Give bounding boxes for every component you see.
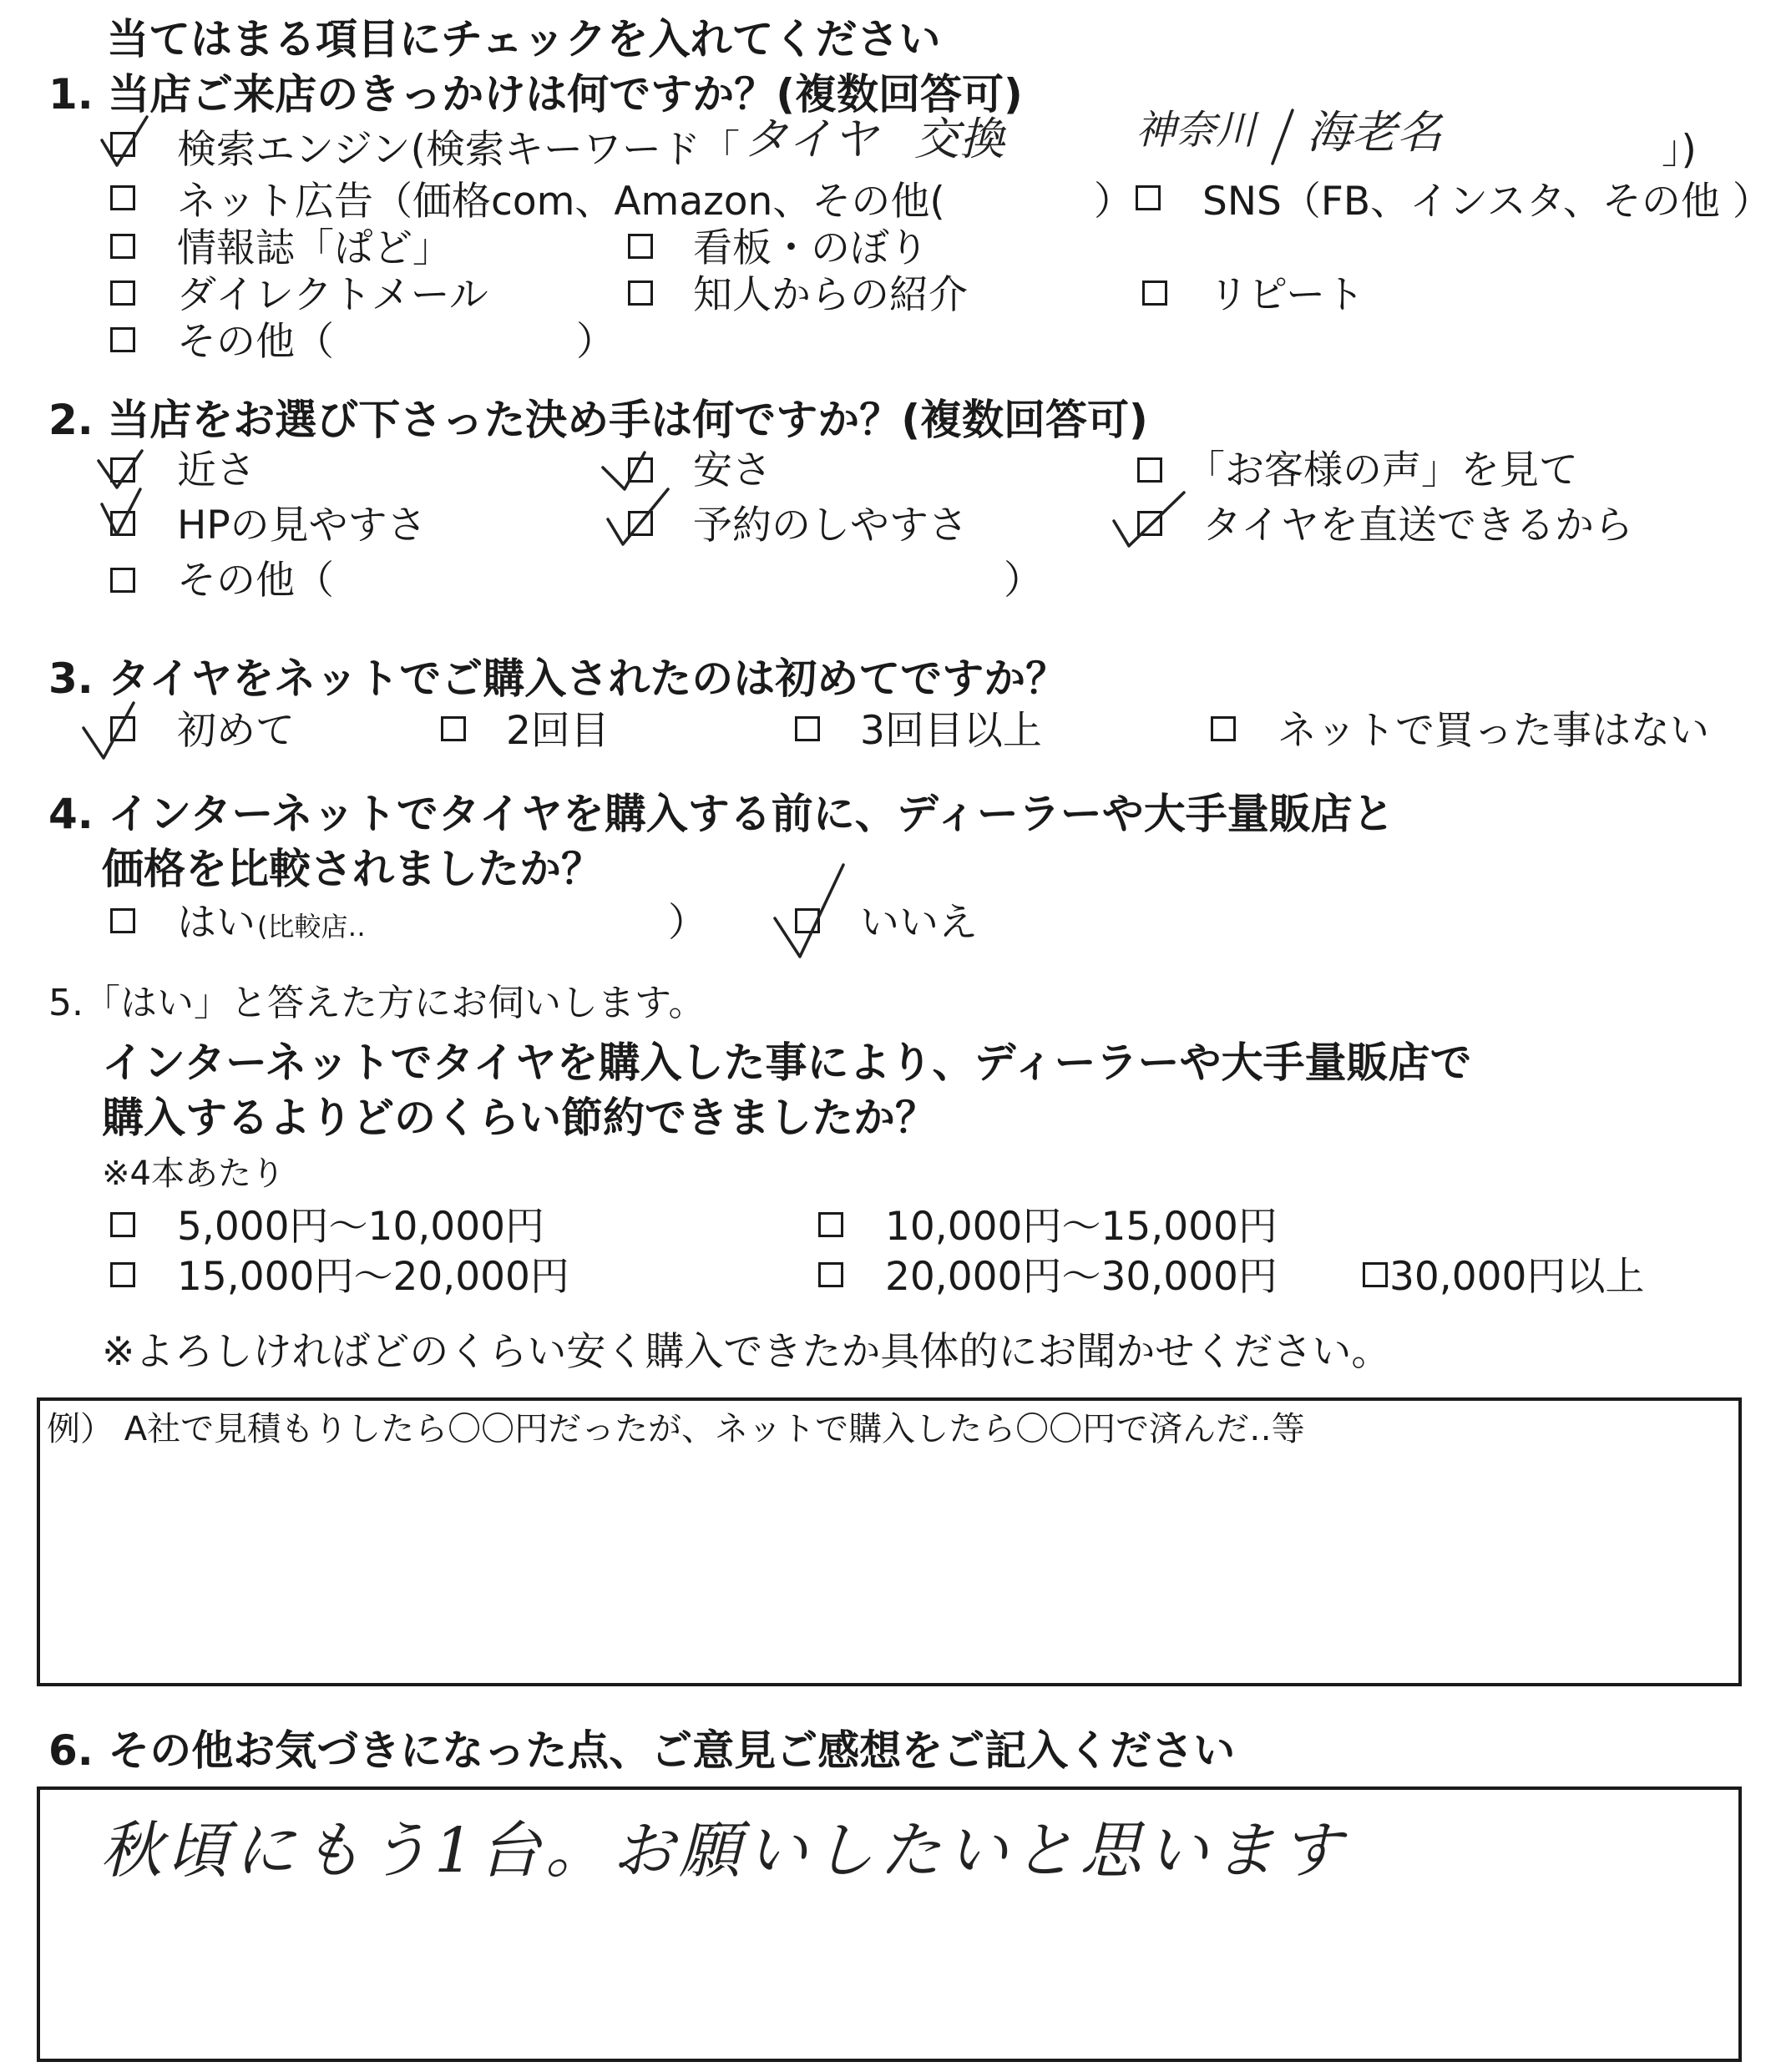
q1-net-ad-close: ）: [1094, 179, 1133, 225]
q1-checkbox-direct-mail[interactable]: [110, 280, 135, 306]
q4-checkbox-yes[interactable]: [110, 908, 135, 933]
q4-checkbox-no[interactable]: [795, 908, 820, 933]
q2-other-label: その他（: [177, 558, 334, 604]
q1-checkbox-referral[interactable]: [628, 280, 653, 306]
q3-checkbox-never[interactable]: [1211, 716, 1236, 741]
q2-direct-ship-label: タイヤを直送できるから: [1202, 503, 1634, 548]
q4-no-label: いいえ: [860, 900, 978, 946]
q3-third-label: 3回目以上: [860, 708, 1042, 754]
q5-range-5-label: 30,000円以上: [1389, 1254, 1645, 1300]
q1-repeat-label: リピート: [1209, 272, 1365, 318]
q5-range-2-label: 10,000円〜15,000円: [885, 1204, 1278, 1250]
q1-checkbox-signboard[interactable]: [628, 234, 653, 259]
q2-cheap-label: 安さ: [693, 447, 772, 493]
q1-checkbox-repeat[interactable]: [1142, 280, 1167, 306]
q1-other-label: その他（: [177, 319, 334, 365]
q4-heading-line2: 価格を比較されましたか？: [102, 845, 603, 893]
q6-heading: 6. その他お気づきになった点、ご意見ご感想をご記入ください: [48, 1726, 1236, 1775]
q5-checkbox-range-2[interactable]: [818, 1212, 843, 1237]
q6-handwritten-answer: 秋頃にもう1台。お願いしたいと思います: [100, 1815, 1348, 1887]
q2-voice-label: 「お客様の声」を見て: [1186, 447, 1578, 493]
q2-other-close: ）: [1004, 558, 1043, 604]
q5-detail-request: ※よろしければどのくらい安く購入できたか具体的にお聞かせください。: [102, 1329, 1391, 1375]
q1-net-ad-label: ネット広告（価格com、Amazon、その他(: [177, 179, 945, 225]
q5-range-3-label: 15,000円〜20,000円: [177, 1254, 569, 1300]
q5-checkbox-range-1[interactable]: [110, 1212, 135, 1237]
q1-keyword-1: タイヤ: [743, 113, 878, 165]
q1-heading: 1. 当店ご来店のきっかけは何ですか？(複数回答可): [48, 70, 1023, 119]
q1-direct-mail-label: ダイレクトメール: [177, 272, 488, 318]
q2-hp-label: HPの見やすさ: [177, 503, 427, 548]
q1-referral-label: 知人からの紹介: [693, 272, 968, 318]
q2-checkbox-near[interactable]: [110, 457, 135, 483]
q2-checkbox-hp[interactable]: [110, 511, 135, 536]
q2-heading: 2. 当店をお選び下さった決め手は何ですか？(複数回答可): [48, 396, 1148, 444]
q2-checkbox-reserve[interactable]: [628, 511, 653, 536]
q3-heading: 3. タイヤをネットでご購入されたのは初めてですか？: [48, 654, 1068, 703]
q5-note: ※4本あたり: [102, 1155, 285, 1193]
q1-keyword-4: 海老名: [1307, 106, 1442, 159]
q2-checkbox-other[interactable]: [110, 568, 135, 593]
keyword-slash: [1273, 110, 1293, 164]
q5-range-1-label: 5,000円〜10,000円: [177, 1204, 545, 1250]
q5-example-text: 例） A社で見積もりしたら〇〇円だったが、ネットで購入したら〇〇円で済んだ‥等: [47, 1410, 1305, 1448]
q5-answer-box[interactable]: [37, 1397, 1742, 1686]
q1-search-engine-close: 」): [1662, 127, 1697, 173]
q4-yes-label: はい: [177, 900, 256, 946]
q3-checkbox-third[interactable]: [795, 716, 820, 741]
q2-near-label: 近さ: [177, 447, 256, 493]
q4-yes-close: ）: [668, 900, 707, 946]
q1-sns-label: SNS（FB、インスタ、その他 ）: [1202, 179, 1772, 225]
q4-yes-detail: (比較店‥: [257, 911, 366, 943]
q3-second-label: 2回目: [506, 708, 610, 754]
q5-heading-line2: インターネットでタイヤを購入した事により、ディーラーや大手量販店で: [102, 1039, 1472, 1087]
q1-other-close: ）: [576, 319, 615, 365]
q1-checkbox-sns[interactable]: [1136, 185, 1161, 210]
q5-checkbox-range-5[interactable]: [1363, 1262, 1388, 1287]
q1-keyword-2: 交換: [914, 113, 1004, 165]
q3-never-label: ネットで買った事はない: [1278, 708, 1709, 754]
q4-heading-line1: 4. インターネットでタイヤを購入する前に、ディーラーや大手量販店と: [48, 790, 1394, 838]
q5-heading-line3: 購入するよりどのくらい節約できましたか？: [102, 1094, 937, 1142]
q3-checkbox-second[interactable]: [441, 716, 466, 741]
q2-checkbox-cheap[interactable]: [628, 457, 653, 483]
q1-checkbox-other[interactable]: [110, 327, 135, 352]
q1-checkbox-search-engine[interactable]: [110, 132, 135, 157]
q2-reserve-label: 予約のしやすさ: [693, 503, 968, 548]
q5-range-4-label: 20,000円〜30,000円: [885, 1254, 1278, 1300]
q1-checkbox-net-ad[interactable]: [110, 185, 135, 210]
form-title: 当てはまる項目にチェックを入れてください: [107, 15, 941, 63]
q5-checkbox-range-4[interactable]: [818, 1262, 843, 1287]
q6-answer-box[interactable]: [37, 1786, 1742, 2062]
q1-checkbox-magazine[interactable]: [110, 234, 135, 259]
q1-keyword-3: 神奈川: [1136, 107, 1257, 154]
q2-checkbox-direct-ship[interactable]: [1137, 511, 1162, 536]
q1-signboard-label: 看板・のぼり: [693, 225, 928, 271]
q3-checkbox-first[interactable]: [110, 716, 135, 741]
q1-magazine-label: 情報誌「ぱど」: [177, 225, 452, 271]
q1-search-engine-label: 検索エンジン(検索キーワード「: [177, 127, 740, 173]
q5-heading-line1: 5.「はい」と答えた方にお伺いします。: [48, 982, 706, 1024]
q5-checkbox-range-3[interactable]: [110, 1262, 135, 1287]
q2-checkbox-voice[interactable]: [1137, 457, 1162, 483]
q3-first-label: 初めて: [177, 708, 295, 754]
